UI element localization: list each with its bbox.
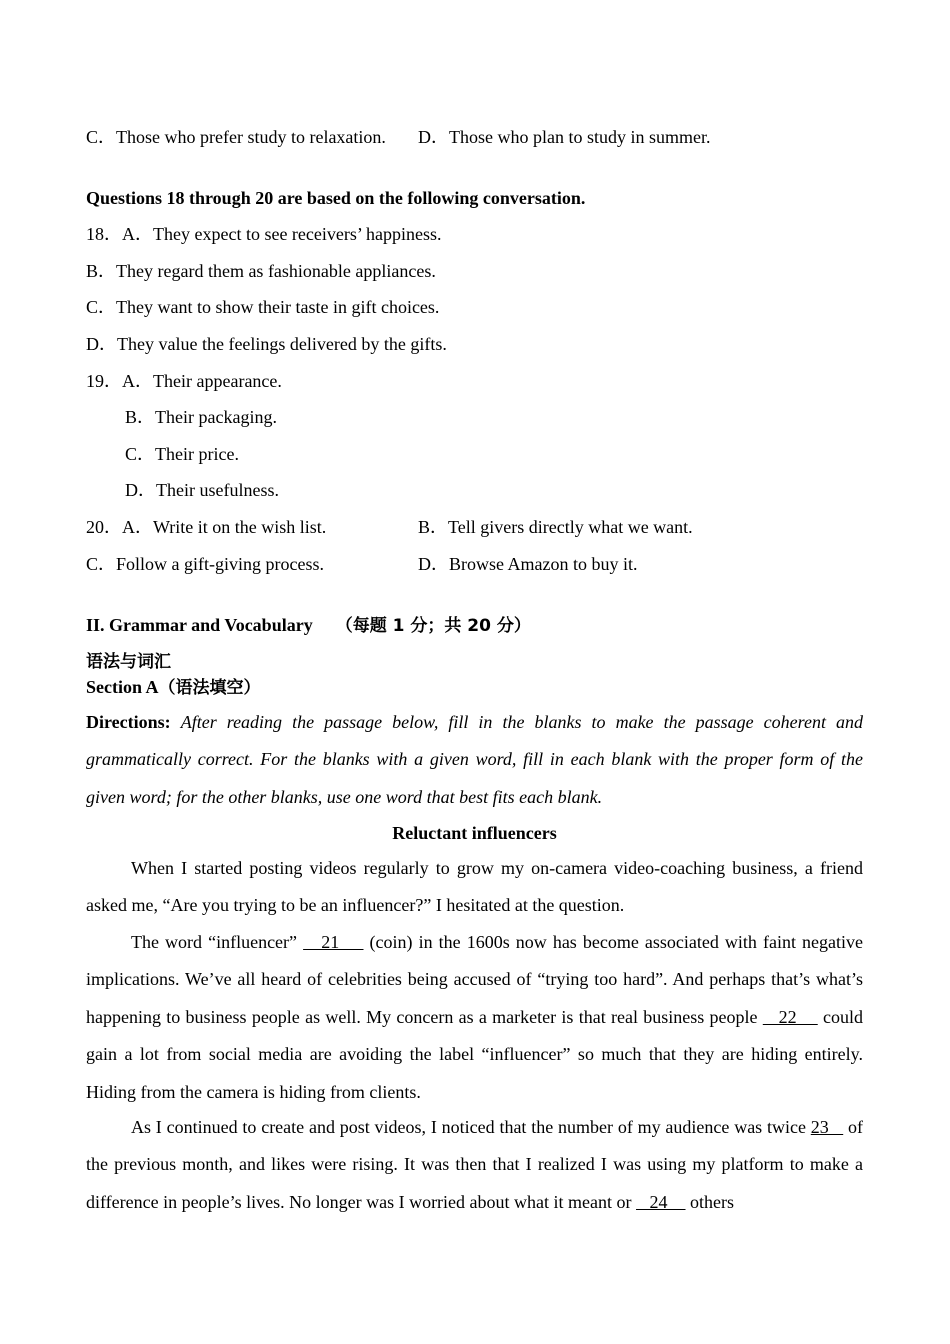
q17-option-d: D．Those who plan to study in summer.: [418, 127, 711, 147]
section-subtitle-cn: 语法与词汇: [86, 652, 171, 672]
q19-option-c: C．Their price.: [125, 444, 239, 464]
q19-option-a: 19．A．Their appearance.: [86, 371, 282, 391]
q20-option-b: B．Tell givers directly what we want.: [418, 517, 693, 537]
q17-option-c: C．Those who prefer study to relaxation.: [86, 127, 386, 147]
blank-21[interactable]: 21: [303, 932, 364, 952]
q18-option-c: C．They want to show their taste in gift choices.: [86, 297, 440, 317]
paragraph-2-text-a: The word “influencer”: [131, 932, 304, 952]
q20-option-c: C．Follow a gift-giving process.: [86, 554, 324, 574]
q20-option-a: 20．A．Write it on the wish list.: [86, 517, 327, 537]
passage-paragraph-2: [86, 924, 863, 1111]
section-title-en: II. Grammar and Vocabulary: [86, 615, 313, 635]
blank-24[interactable]: 24: [636, 1191, 686, 1212]
q18-option-a: 18．A．They expect to see receivers’ happiness.: [86, 224, 442, 244]
directions-label: Directions:: [86, 712, 171, 732]
q20-option-d: D．Browse Amazon to buy it.: [418, 554, 638, 574]
section-heading: [86, 614, 531, 637]
section-a-cn: （语法填空）: [158, 678, 261, 698]
passage-paragraph-3: [86, 1109, 863, 1221]
paragraph-2-text-c: could gain a lot from social media are avoiding the label “influencer” so much that they are hiding entirely. Hiding from the camera is hiding from clients.: [86, 1006, 864, 1102]
q19-option-d: D．Their usefulness.: [125, 480, 279, 500]
q18-option-d: D．They value the feelings delivered by the gifts.: [86, 334, 447, 354]
section-a-heading: [86, 676, 261, 699]
paragraph-1-text: When I started posting videos regularly to grow my on-camera video-coaching business, a friend asked me, “Are you trying to be an influencer?” I hesitated at the question.: [86, 858, 863, 916]
blank-22[interactable]: 22: [762, 1006, 818, 1027]
conversation-heading: Questions 18 through 20 are based on the following conversation.: [86, 188, 586, 208]
directions: [86, 704, 863, 816]
paragraph-3-text-b: of the previous month, and likes were rising. It was then that I realized I was using my platform to make a difference in people’s lives. No longer was I worried about what it meant or: [86, 1117, 864, 1212]
q19-option-b: B．Their packaging.: [125, 407, 277, 427]
section-title-cn: （每题 1 分；共 20 分）: [335, 616, 531, 636]
paragraph-3-text-c: others: [685, 1191, 735, 1212]
paragraph-2-text-b: (coin) in the 1600s now has become associated with faint negative implications. We’ve all heard of celebrities being accused of “trying too hard”. And perhaps that’s what’s happening to business people as well. My concern as a marketer is that real business people: [86, 932, 863, 1027]
passage-paragraph-1: [86, 850, 863, 925]
blank-23[interactable]: 23: [810, 1117, 844, 1137]
directions-text: After reading the passage below, fill in the blanks to make the passage coherent and grammatically correct. For the blanks with a given word, fill in each blank with the proper form of the given word; for the other blanks, use one word that best fits each blank.: [86, 712, 864, 807]
section-a-en: Section A: [86, 677, 159, 697]
q18-option-b: B．They regard them as fashionable appliances.: [86, 261, 436, 281]
paragraph-3-text-a: As I continued to create and post videos, I noticed that the number of my audience was twice: [131, 1117, 811, 1137]
passage-title: Reluctant influencers: [392, 823, 557, 843]
